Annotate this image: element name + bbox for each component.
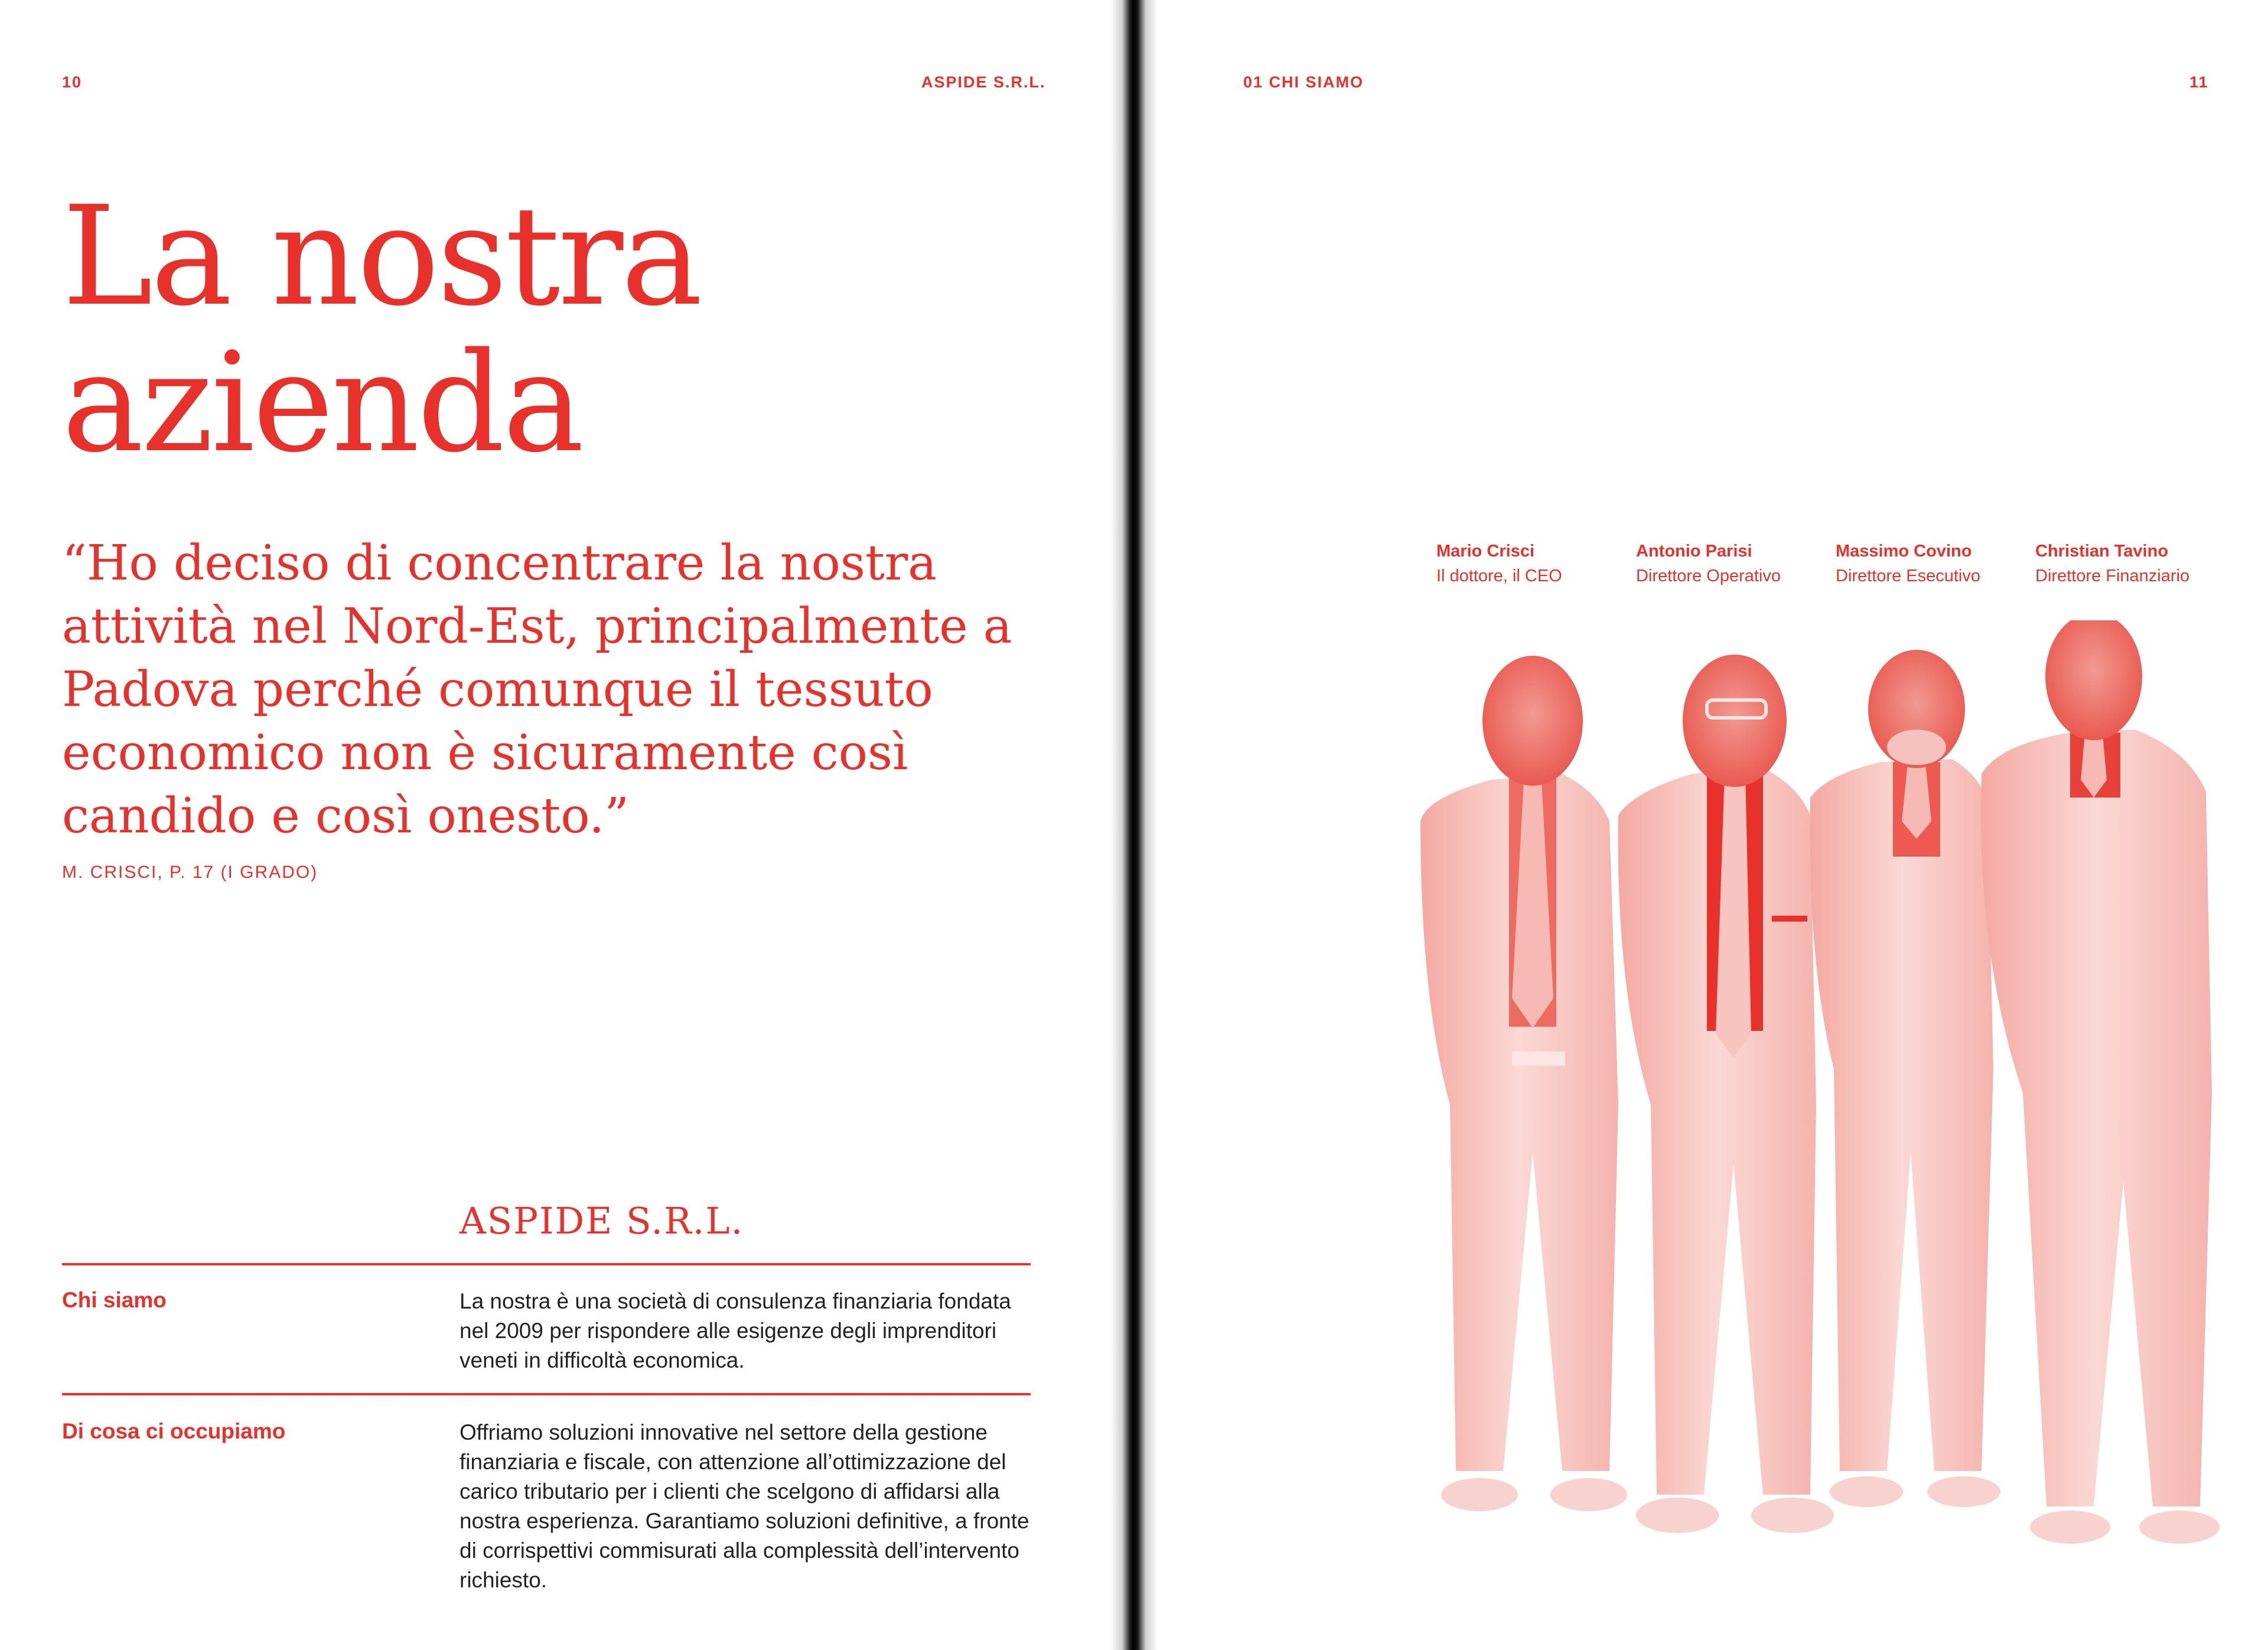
person-role: Il dottore, il CEO (1436, 567, 1562, 585)
row-text-di-cosa-ci-occupiamo: Offriamo soluzioni innovative nel settore della gestione finanziaria e fiscale, con attenzione all’ottimizzazione del carico tributario per i clienti che scelgono di affidarsi alla nostra esperienza. Garantiamo soluzioni definitive, a fronte di corrispettivi commisurati alla complessità dell’intervento richiesto. (460, 1420, 1029, 1592)
row-text-chi-siamo: La nostra è una società di consulenza finanziaria fondata nel 2009 per rispondere alle esigenze degli imprenditori veneti in difficoltà economica. (460, 1289, 1011, 1372)
running-head: ASPIDE S.R.L. (921, 73, 1046, 91)
page-number-left: 10 (62, 73, 83, 91)
company-name: ASPIDE S.R.L. (460, 1199, 744, 1242)
title-line-2: azienda (62, 323, 582, 483)
person-role: Direttore Finanziario (2035, 567, 2190, 585)
row-label-di-cosa-ci-occupiamo: Di cosa ci occupiamo (62, 1419, 286, 1443)
group-photo (1385, 620, 2224, 1554)
quote-source: M. CRISCI, P. 17 (I GRADO) (62, 863, 318, 882)
person-name: Mario Crisci (1436, 542, 1534, 561)
pull-quote: “Ho deciso di concentrare la nostra attività nel Nord-Est, principalmente a Padova perché comunque il tessuto economico non è sicuramente così candido e così onesto.” (62, 535, 1012, 844)
section-label: 01 CHI SIAMO (1243, 73, 1364, 91)
divider-rule (62, 1393, 1031, 1395)
divider-rule (62, 1263, 1031, 1265)
person-name: Christian Tavino (2035, 542, 2169, 561)
left-page (0, 0, 1125, 1650)
person-figure-4 (1981, 620, 2220, 1544)
person-role: Direttore Esecutivo (1836, 567, 1980, 585)
person-figure-1 (1420, 656, 1627, 1511)
page-number-right: 11 (2189, 73, 2209, 91)
person-figure-3 (1810, 650, 2001, 1507)
person-figure-2 (1618, 655, 1834, 1533)
person-caption (2035, 539, 2189, 588)
person-role: Direttore Operativo (1636, 567, 1781, 585)
person-caption (1836, 539, 1980, 588)
spine-shadow (1110, 0, 1158, 1650)
page-title (62, 177, 700, 483)
person-name: Massimo Covino (1836, 542, 1972, 561)
person-name: Antonio Parisi (1636, 542, 1752, 561)
person-caption (1636, 539, 1781, 588)
title-line-1: La nostra (62, 177, 700, 336)
person-caption (1436, 539, 1562, 588)
row-label-chi-siamo: Chi siamo (62, 1288, 167, 1312)
